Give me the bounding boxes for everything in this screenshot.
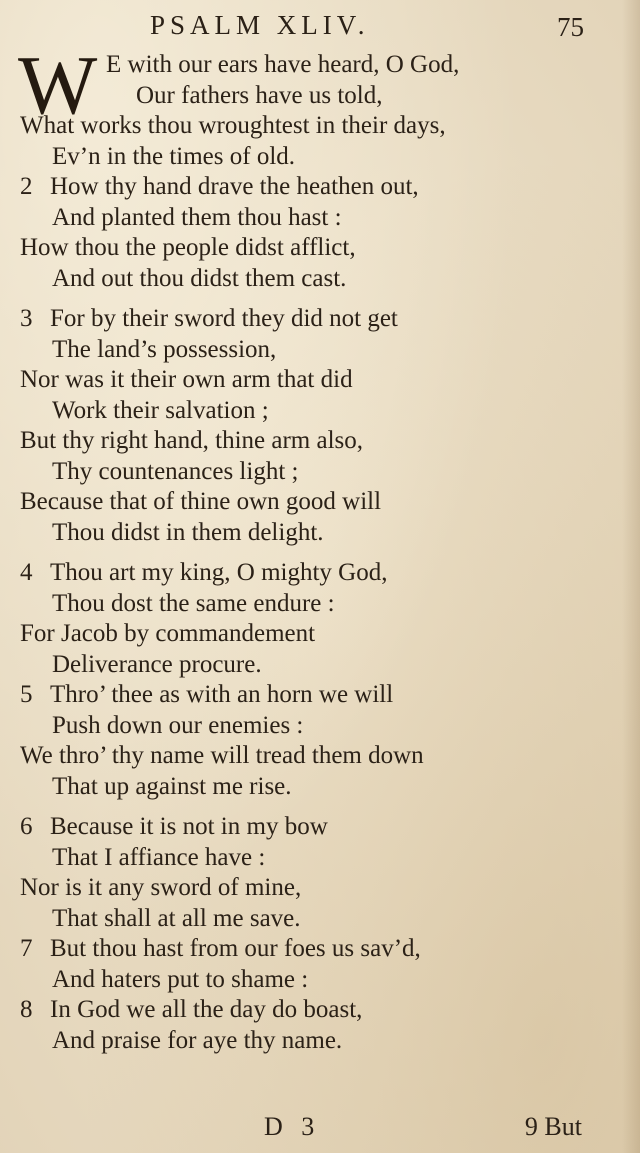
verse-line: In God we all the day do boast, — [50, 996, 363, 1023]
verse-line: For by their sword they did not get — [50, 305, 398, 332]
verse-line: How thou the people didst afflict, — [20, 234, 356, 261]
verse-3 — [0, 304, 640, 548]
verse-5 — [0, 680, 640, 802]
verse-line: Push down our enemies : — [52, 711, 304, 739]
verse-number: 6 — [20, 813, 33, 840]
verse-line: Because that of thine own good will — [20, 488, 382, 515]
verse-line: Thou art my king, O mighty God, — [50, 559, 388, 586]
stanza-gap — [0, 548, 640, 558]
page-footer — [0, 1112, 640, 1148]
verse-line: Nor was it their own arm that did — [20, 366, 353, 393]
page-title: PSALM XLIV. — [150, 10, 370, 40]
verse-line: What works thou wroughtest in their days, — [20, 112, 446, 139]
verse-line: Work their salvation ; — [52, 396, 269, 424]
verse-line: And out thou didst them cast. — [52, 264, 347, 292]
verse-8 — [0, 995, 640, 1056]
verse-line: And planted them thou hast : — [52, 203, 342, 231]
verse-line: And haters put to shame : — [52, 965, 309, 993]
psalm-text — [0, 39, 640, 1056]
verse-line: E with our ears have heard, O God, — [106, 51, 460, 78]
stanza-gap — [0, 802, 640, 812]
verse-line: That shall at all me save. — [52, 904, 301, 932]
verse-line: Thy countenances light ; — [52, 457, 299, 485]
catchword: 9 But — [524, 1112, 582, 1141]
verse-2 — [0, 172, 640, 294]
verse-line: How thy hand drave the heathen out, — [50, 173, 419, 200]
page-number: 75 — [557, 12, 584, 42]
verse-line: That I affiance have : — [52, 843, 266, 871]
verse-line: That up against me rise. — [52, 772, 292, 800]
drop-cap: W — [18, 39, 98, 132]
verse-number: 2 — [20, 173, 33, 200]
verse-line: Ev’n in the times of old. — [52, 142, 296, 170]
verse-number: 4 — [20, 559, 33, 586]
verse-6 — [0, 812, 640, 934]
verse-number: 8 — [20, 996, 33, 1023]
verse-number: 7 — [20, 935, 33, 962]
verse-line: But thou hast from our foes us sav’d, — [50, 935, 421, 962]
verse-line: We thro’ thy name will tread them down — [20, 742, 424, 769]
verse-1 — [0, 39, 640, 172]
verse-line: The land’s possession, — [52, 335, 277, 363]
verse-line: Because it is not in my bow — [50, 813, 328, 840]
verse-line: But thy right hand, thine arm also, — [20, 427, 364, 454]
verse-line: Thou dost the same endure : — [52, 589, 335, 617]
verse-number: 5 — [20, 681, 33, 708]
page-edge-shadow — [622, 0, 640, 1153]
verse-line: Our fathers have us told, — [136, 81, 383, 109]
verse-line: Thou didst in them delight. — [52, 518, 324, 546]
verse-7 — [0, 934, 640, 995]
verse-4 — [0, 558, 640, 680]
signature-mark: D 3 — [264, 1112, 321, 1141]
verse-line: And praise for aye thy name. — [52, 1026, 343, 1054]
verse-number: 3 — [20, 305, 33, 332]
stanza-gap — [0, 294, 640, 304]
verse-line: Thro’ thee as with an horn we will — [50, 681, 394, 708]
verse-line: For Jacob by commandement — [20, 620, 316, 647]
verse-line: Deliverance procure. — [52, 650, 262, 678]
verse-line: Nor is it any sword of mine, — [20, 874, 302, 901]
